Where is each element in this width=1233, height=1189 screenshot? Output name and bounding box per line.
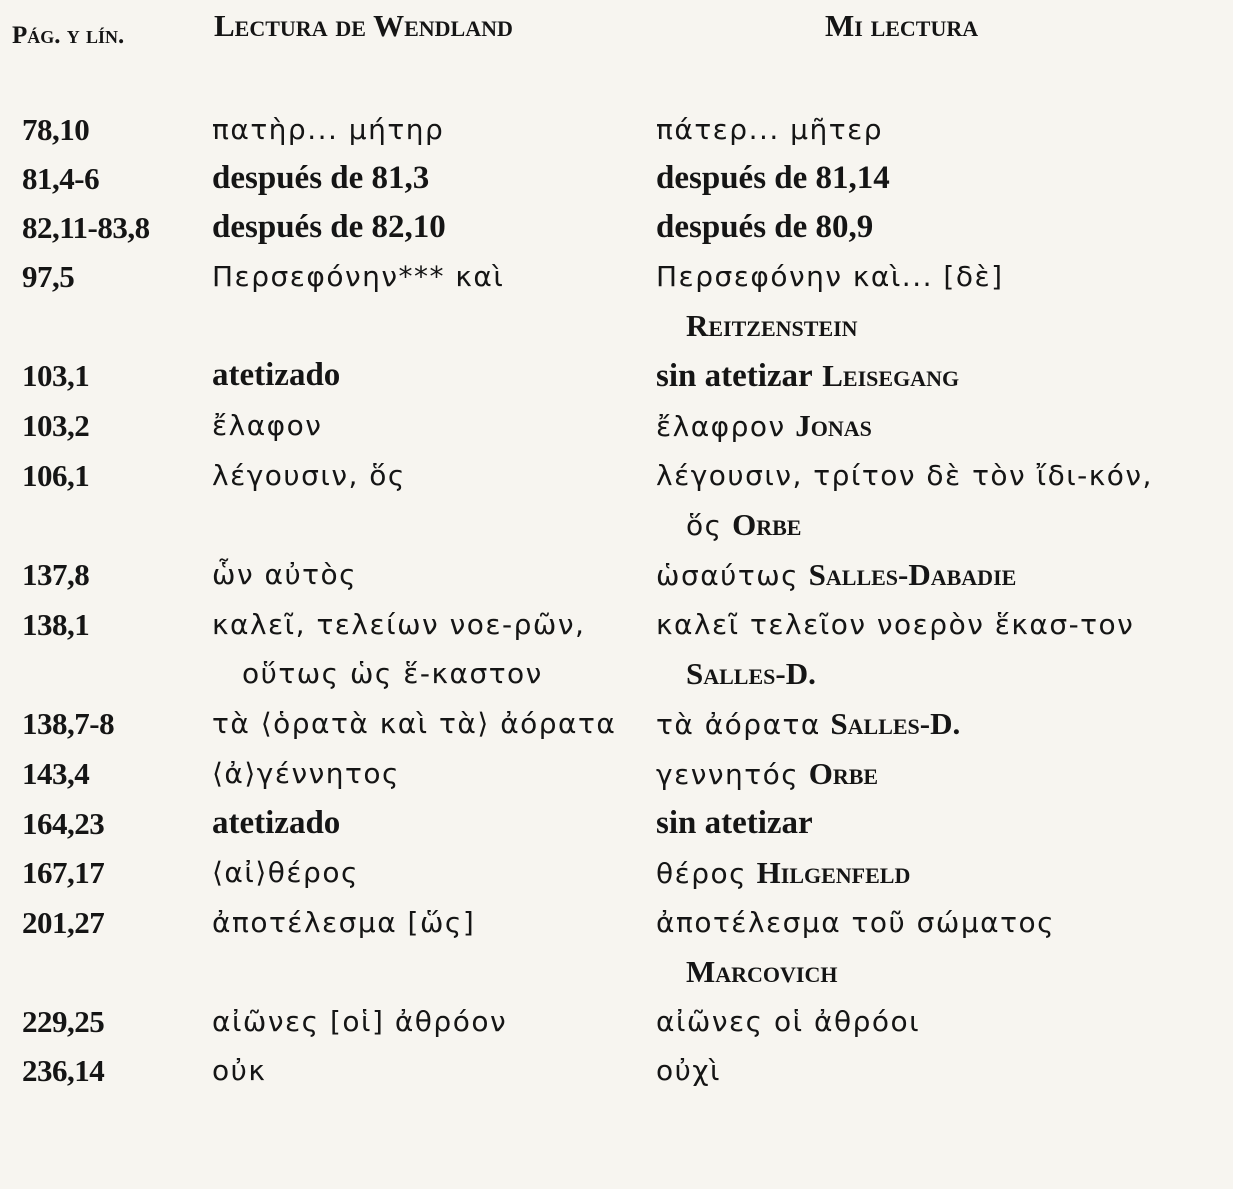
- mine-reading-wrap: [656, 699, 1183, 749]
- mine-cell: [648, 401, 1233, 451]
- editor-attribution: Jonas: [795, 408, 872, 443]
- wendland-cell: [200, 550, 648, 600]
- wendland-cell: [200, 799, 648, 848]
- mine-cell: [648, 105, 1233, 154]
- wendland-reading: después de 82,10: [212, 209, 446, 245]
- mine-cell: [648, 848, 1233, 898]
- wendland-reading: ⟨ἀ⟩γέννητος: [212, 757, 400, 790]
- table-row: [0, 203, 1233, 252]
- wendland-reading: después de 81,3: [212, 160, 430, 196]
- ref-cell: 164,23: [22, 806, 105, 841]
- mine-reading-wrap: [656, 252, 1183, 351]
- table-row: [0, 401, 1233, 451]
- mine-reading-wrap: [656, 799, 1183, 848]
- header-wendland: Lectura de Wendland: [214, 8, 513, 43]
- editor-attribution: Salles-Dabadie: [808, 557, 1017, 592]
- mine-reading: ὡσαύτως: [656, 559, 800, 592]
- ref-cell: 78,10: [22, 112, 90, 147]
- mine-reading: λέγουσιν, τρίτον δὲ τὸν ἴδι-κόν, ὅς: [656, 459, 1153, 542]
- wendland-reading: atetizado: [212, 357, 341, 393]
- ref-cell: 97,5: [22, 259, 75, 294]
- wendland-cell: [200, 451, 648, 550]
- wendland-reading: τὰ ⟨ὁρατὰ καὶ τὰ⟩ ἀόρατα: [212, 707, 617, 740]
- wendland-cell: [200, 105, 648, 154]
- wendland-cell: [200, 997, 648, 1046]
- wendland-reading: πατὴρ... μήτηρ: [212, 113, 445, 146]
- table-row: [0, 105, 1233, 154]
- ref-cell: 103,1: [22, 358, 90, 393]
- mine-cell: [648, 1046, 1233, 1095]
- mine-cell: [648, 252, 1233, 351]
- table-row: [0, 451, 1233, 550]
- mine-reading: sin atetizar: [656, 358, 813, 394]
- wendland-cell: [200, 154, 648, 203]
- mine-reading: γεννητός: [656, 758, 800, 791]
- mine-cell: [648, 699, 1233, 749]
- mine-cell: [648, 600, 1233, 699]
- mine-reading-wrap: [656, 105, 1183, 154]
- ref-cell: 103,2: [22, 408, 90, 443]
- wendland-cell: [200, 252, 648, 351]
- wendland-cell: [200, 203, 648, 252]
- wendland-reading: Περσεφόνην*** καὶ: [212, 260, 505, 293]
- wendland-cell: [200, 898, 648, 997]
- table-row: [0, 848, 1233, 898]
- ref-cell: 137,8: [22, 557, 90, 592]
- mine-cell: [648, 451, 1233, 550]
- editor-attribution: Hilgenfeld: [756, 855, 911, 890]
- table-row: [0, 898, 1233, 997]
- mine-reading: καλεῖ τελεῖον νοερὸν ἕκασ-τον: [656, 608, 1135, 641]
- wendland-reading: λέγουσιν, ὅς: [212, 459, 406, 492]
- wendland-reading: αἰῶνες [οἱ] ἀθρόον: [212, 1005, 508, 1038]
- mine-reading-wrap: [656, 997, 1183, 1046]
- mine-reading: sin atetizar: [656, 805, 813, 841]
- editor-attribution: Salles-D.: [830, 706, 961, 741]
- ref-cell: 81,4-6: [22, 161, 100, 196]
- mine-reading: ἔλαφρον: [656, 410, 786, 443]
- mine-cell: [648, 550, 1233, 600]
- mine-cell: [648, 351, 1233, 401]
- table-row: [0, 252, 1233, 351]
- variants-table: [0, 105, 1233, 1095]
- ref-cell: 236,14: [22, 1053, 105, 1088]
- mine-reading-wrap: [656, 1046, 1183, 1095]
- mine-reading-wrap: [656, 848, 1183, 898]
- editor-attribution: Salles-D.: [686, 656, 816, 691]
- mine-reading: después de 80,9: [656, 209, 874, 245]
- mine-reading-wrap: [656, 351, 1183, 401]
- mine-cell: [648, 154, 1233, 203]
- wendland-reading: ἀποτέλεσμα [ὥς]: [212, 906, 476, 939]
- mine-reading-wrap: [656, 898, 1183, 997]
- table-row: [0, 1046, 1233, 1095]
- editor-attribution: Marcovich: [686, 954, 838, 989]
- wendland-cell: [200, 600, 648, 699]
- mine-reading: πάτερ... μῆτερ: [656, 113, 884, 146]
- header-mine: Mi lectura: [825, 8, 979, 43]
- ref-cell: 138,7-8: [22, 706, 115, 741]
- mine-cell: [648, 749, 1233, 799]
- mine-cell: [648, 997, 1233, 1046]
- table-row: [0, 799, 1233, 848]
- mine-reading: ἀποτέλεσμα τοῦ σώματος: [656, 906, 1056, 939]
- wendland-cell: [200, 749, 648, 799]
- wendland-reading: ⟨αἰ⟩θέρος: [212, 856, 359, 889]
- mine-cell: [648, 203, 1233, 252]
- editor-attribution: Orbe: [732, 507, 802, 542]
- wendland-cell: [200, 351, 648, 401]
- ref-cell: 138,1: [22, 607, 90, 642]
- wendland-reading: ἔλαφον: [212, 409, 323, 442]
- editor-attribution: Orbe: [808, 756, 879, 791]
- ref-cell: 167,17: [22, 855, 105, 890]
- mine-reading: αἰῶνες οἱ ἀθρόοι: [656, 1005, 921, 1038]
- editor-attribution: Reitzenstein: [686, 308, 858, 343]
- mine-reading-wrap: [656, 203, 1183, 252]
- wendland-cell: [200, 699, 648, 749]
- mine-reading: θέρος: [656, 857, 748, 890]
- mine-reading-wrap: [656, 154, 1183, 203]
- wendland-reading: οὐκ: [212, 1054, 267, 1087]
- table-row: [0, 600, 1233, 699]
- wendland-reading: ὧν αὐτὸς: [212, 558, 358, 591]
- table-row: [0, 749, 1233, 799]
- ref-cell: 229,25: [22, 1004, 105, 1039]
- table-row: [0, 699, 1233, 749]
- wendland-reading: καλεῖ, τελείων νοε-ρῶν, οὕτως ὡς ἕ-καστον: [212, 608, 586, 690]
- ref-cell: 143,4: [22, 756, 90, 791]
- mine-reading-wrap: [656, 749, 1183, 799]
- mine-reading-wrap: [656, 550, 1183, 600]
- mine-reading-wrap: [656, 451, 1183, 550]
- header-ref: Pág. y lín.: [12, 22, 125, 49]
- ref-cell: 82,11-83,8: [22, 210, 150, 245]
- mine-reading: después de 81,14: [656, 160, 890, 196]
- mine-reading: Περσεφόνην καὶ... [δὲ]: [656, 260, 1004, 293]
- mine-cell: [648, 898, 1233, 997]
- mine-reading-wrap: [656, 401, 1183, 451]
- wendland-cell: [200, 848, 648, 898]
- table-row: [0, 154, 1233, 203]
- wendland-cell: [200, 1046, 648, 1095]
- mine-reading: οὐχὶ: [656, 1054, 721, 1087]
- mine-reading: τὰ ἀόρατα: [656, 708, 821, 741]
- wendland-cell: [200, 401, 648, 451]
- editor-attribution: Leisegang: [822, 358, 960, 393]
- ref-cell: 106,1: [22, 458, 90, 493]
- table-row: [0, 997, 1233, 1046]
- table-row: [0, 550, 1233, 600]
- mine-cell: [648, 799, 1233, 848]
- mine-reading-wrap: [656, 600, 1183, 699]
- ref-cell: 201,27: [22, 905, 105, 940]
- wendland-reading: atetizado: [212, 805, 341, 841]
- table-row: [0, 351, 1233, 401]
